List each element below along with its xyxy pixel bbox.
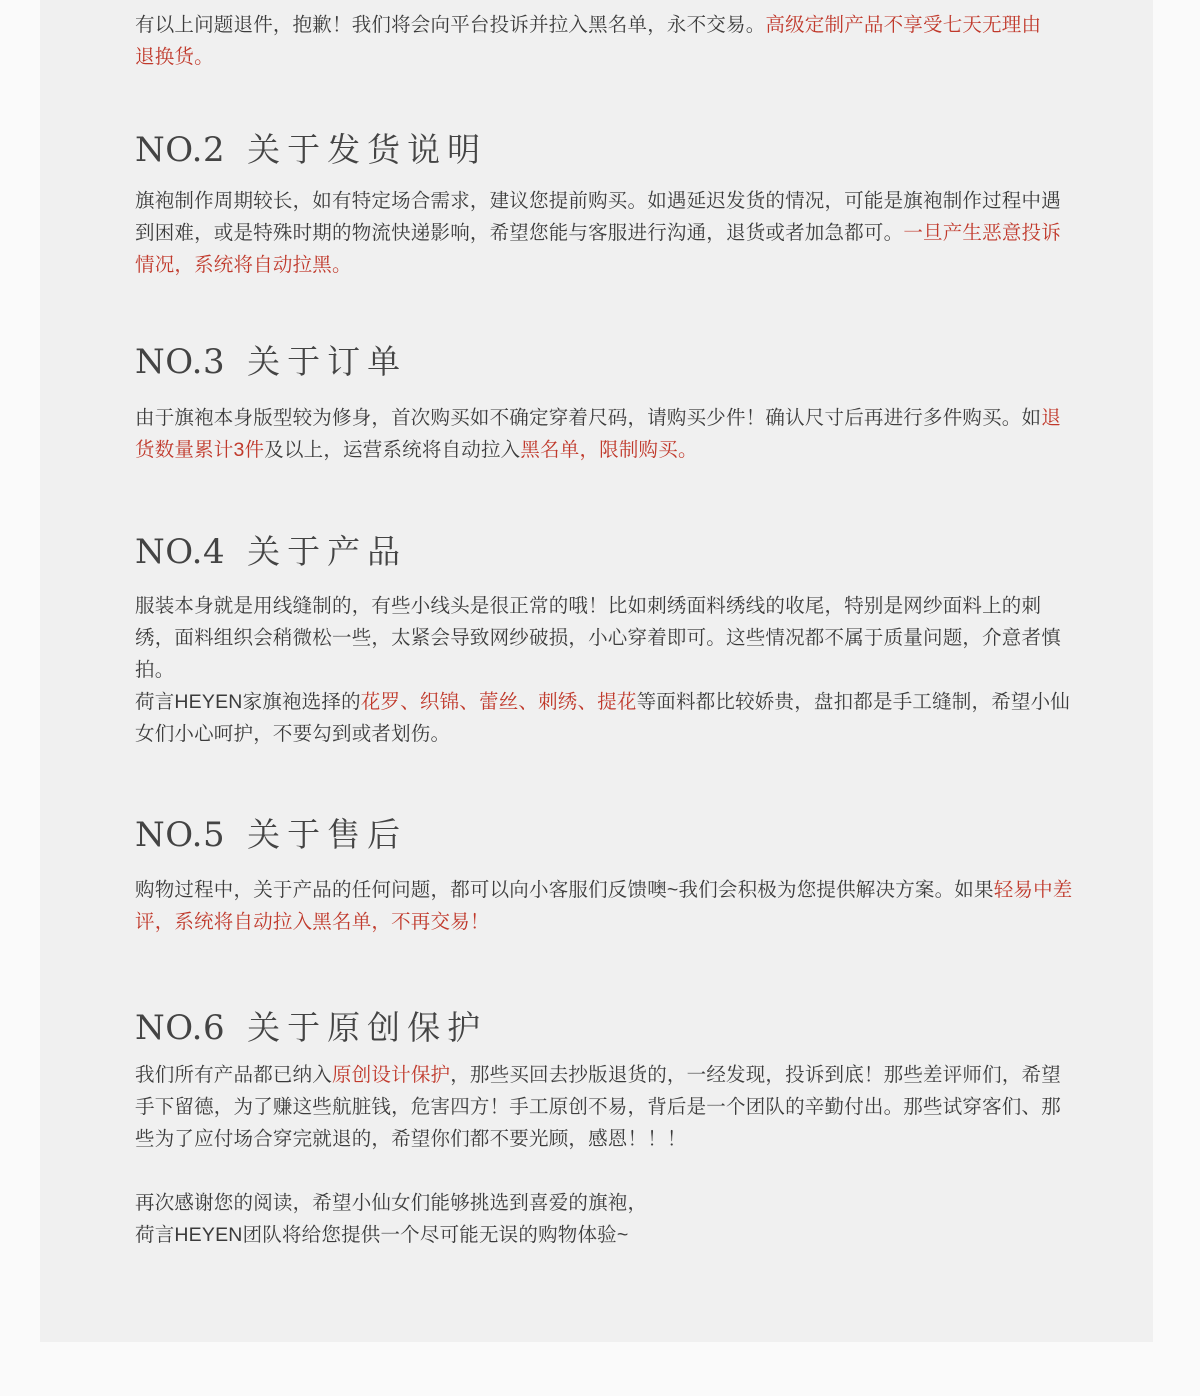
- orders-highlight-blacklist: 黑名单，限制购买。: [520, 439, 698, 461]
- closing-line-2: 荷言HEYEN团队将给您提供一个尽可能无误的购物体验~: [135, 1224, 629, 1246]
- section-title: 关于产品: [247, 532, 408, 571]
- after-sales-text: 购物过程中，关于产品的任何问题，都可以向小客服们反馈噢~我们会积极为您提供解决方案。如果: [135, 879, 994, 901]
- shipping-text: 旗袍制作周期较长，如有特定场合需求，建议您提前购买。如遇延迟发货的情况，可能是旗袍制作过程中遇到困难，或是特殊时期的物流快递影响，希望您能与客服进行沟通，退货或者加急都可。: [135, 190, 1061, 244]
- section-title: 关于原创保护: [247, 1008, 488, 1047]
- section-number: NO.5: [135, 815, 226, 855]
- section-heading-shipping: [135, 124, 487, 168]
- original-text: 我们所有产品都已纳入: [135, 1064, 333, 1086]
- products-highlight-fabrics: 花罗、织锦、蕾丝、刺绣、提花: [360, 691, 637, 713]
- section-heading-after-sales: [135, 809, 407, 853]
- orders-text-2: 及以上，运营系统将自动拉入: [264, 439, 521, 461]
- closing-line-1: 再次感谢您的阅读，希望小仙女们能够挑选到喜爱的旗袍，: [135, 1192, 648, 1214]
- section-number: NO.2: [135, 130, 226, 170]
- products-text-2: 等面料都比较娇贵，盘扣都是手工缝制，希望小仙女们小心呵护，不要勾到或者划伤。: [135, 691, 1071, 745]
- orders-text: 由于旗袍本身版型较为修身，首次购买如不确定穿着尺码，请购买少件！确认尺寸后再进行多件购买。如: [135, 407, 1042, 429]
- orders-highlight-count: 退货数量累计3件: [135, 407, 1061, 461]
- original-protection-paragraph: [135, 1059, 1080, 1155]
- intro-highlight-a: 高级定制产品不享受七天无理由: [765, 14, 1042, 36]
- orders-paragraph: [135, 402, 1080, 466]
- section-title: 关于售后: [247, 815, 408, 854]
- original-text-2: ，那些买回去抄版退货的，一经发现，投诉到底！那些差评师们，希望手下留德，为了赚这些航脏钱，危害四方！手工原创不易，背后是一个团队的辛勤付出。那些试穿客们、那些为了应付场合穿完就退的，希望你们都不要光顾，感恩！！！: [135, 1064, 1061, 1150]
- section-heading-original-protection: [135, 1002, 487, 1046]
- products-paragraph-1: 服装本身就是用线缝制的，有些小线头是很正常的哦！比如刺绣面料绣线的收尾，特别是网纱面料上的刺绣，面料组织会稍微松一些，太紧会导致网纱破损，小心穿着即可。这些情况都不属于质量问题，介意者慎拍。: [135, 595, 1061, 681]
- intro-paragraph: [135, 9, 1080, 73]
- after-sales-paragraph: [135, 874, 1080, 938]
- products-text: 荷言HEYEN家旗袍选择的: [135, 691, 361, 713]
- products-paragraph-2: [135, 686, 1080, 750]
- section-heading-products: [135, 526, 407, 570]
- closing-paragraph: [135, 1187, 1080, 1251]
- shipping-highlight: 一旦产生恶意投诉情况，系统将自动拉黑。: [135, 222, 1061, 276]
- section-title: 关于订单: [247, 342, 408, 381]
- section-heading-orders: [135, 336, 407, 380]
- section-number: NO.6: [135, 1008, 226, 1048]
- original-highlight: 原创设计保护: [332, 1064, 451, 1086]
- section-title: 关于发货说明: [247, 130, 488, 169]
- intro-text: 有以上问题退件，抱歉！我们将会向平台投诉并拉入黑名单，永不交易。: [135, 14, 766, 36]
- section-number: NO.4: [135, 532, 226, 572]
- section-number: NO.3: [135, 342, 226, 382]
- shipping-paragraph: [135, 185, 1080, 281]
- intro-highlight-b: 退换货。: [135, 46, 214, 68]
- after-sales-highlight: 轻易中差评，系统将自动拉入黑名单，不再交易！: [135, 879, 1073, 933]
